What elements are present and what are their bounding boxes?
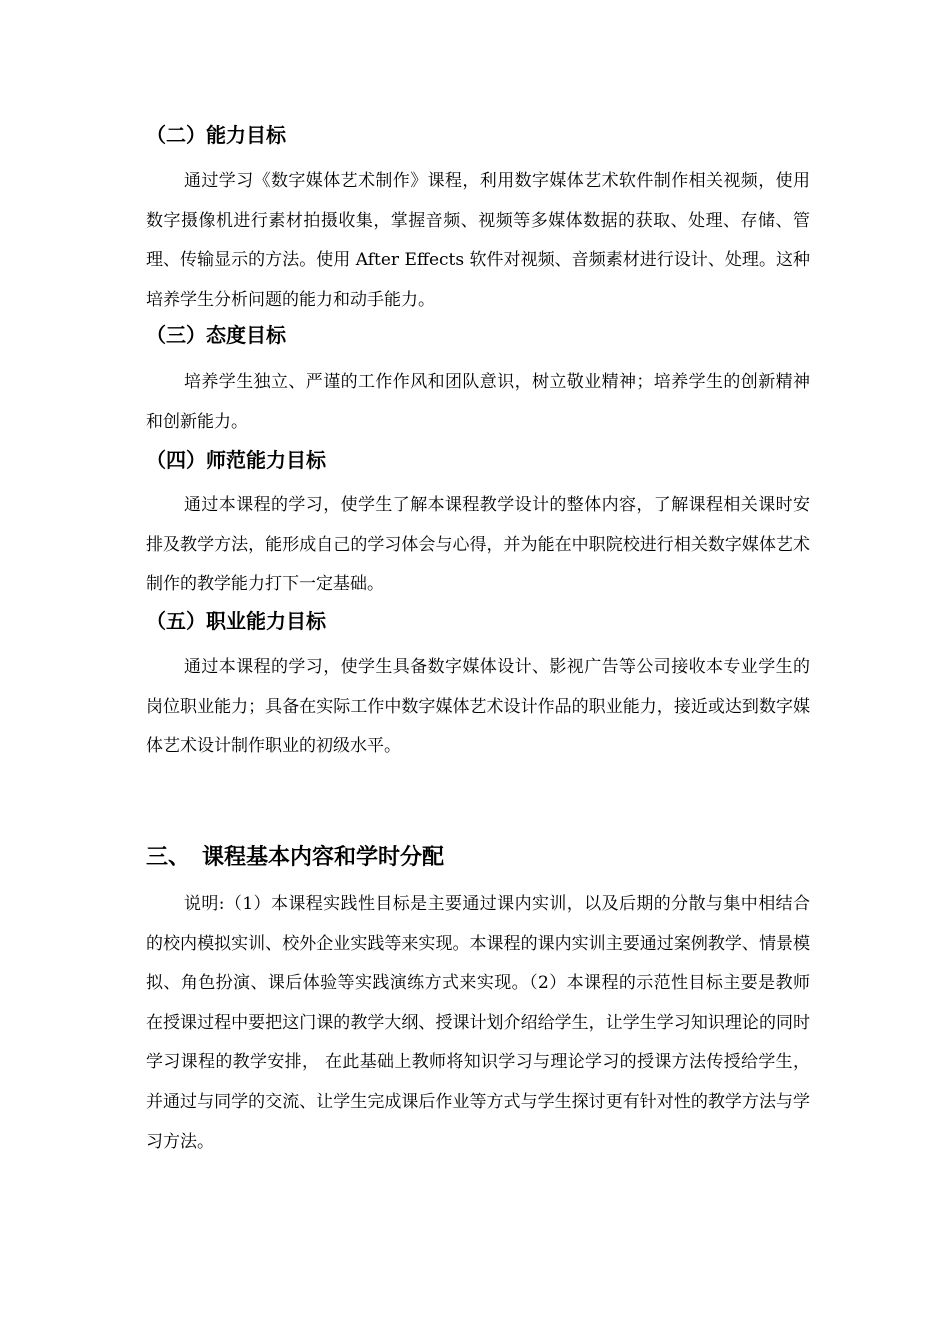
chapter-paragraph: 说明:（1）本课程实践性目标是主要通过课内实训，以及后期的分散与集中相结合的校内模拟实训、校外企业实践等来实现。本课程的课内实训主要通过案例教学、情景模拟、角色扮演、课后体验等实践演练方式来实现。（2）本课程的示范性目标主要是教师在授课过程中要把这门课的教学大纲、授课计划介绍给学生，让学生学习知识理论的同时学习课程的教学安排， 在此基础上教师将知识学习与理论学习的授课方法传授给学生，并通过与同学的交流、让学生完成课后作业等方式与学生探讨更有针对性的教学方法与学习方法。 (146, 894, 810, 1152)
section-heading-ability: （二）能力目标 (146, 123, 286, 147)
section-paragraph-attitude: 培养学生独立、严谨的工作作风和团队意识，树立敬业精神；培养学生的创新精神和创新能力。 (146, 372, 810, 432)
section-paragraph-vocational-ability: 通过本课程的学习，使学生具备数字媒体设计、影视广告等公司接收本专业学生的岗位职业能力；具备在实际工作中数字媒体艺术设计作品的职业能力，接近或达到数字媒体艺术设计制作职业的初级水平。 (146, 657, 810, 757)
chapter-number: 三、 (146, 845, 191, 870)
chapter-heading (146, 843, 444, 873)
section-heading-attitude: （三）态度目标 (146, 323, 286, 347)
section-heading-teaching-ability: （四）师范能力目标 (146, 448, 326, 472)
section-heading-vocational-ability: （五）职业能力目标 (146, 609, 326, 633)
chapter-title: 课程基本内容和学时分配 (202, 845, 445, 870)
section-paragraph-ability: 通过学习《数字媒体艺术制作》课程，利用数字媒体艺术软件制作相关视频，使用数字摄像机进行素材拍摄收集，掌握音频、视频等多媒体数据的获取、处理、存储、管理、传输显示的方法。使用 After Effects 软件对视频、音频素材进行设计、处理。这种培养学生分析问题的能力和动手能力。 (146, 171, 810, 310)
section-paragraph-teaching-ability: 通过本课程的学习，使学生了解本课程教学设计的整体内容，了解课程相关课时安排及教学方法，能形成自己的学习体会与心得，并为能在中职院校进行相关数字媒体艺术制作的教学能力打下一定基础。 (146, 495, 810, 595)
